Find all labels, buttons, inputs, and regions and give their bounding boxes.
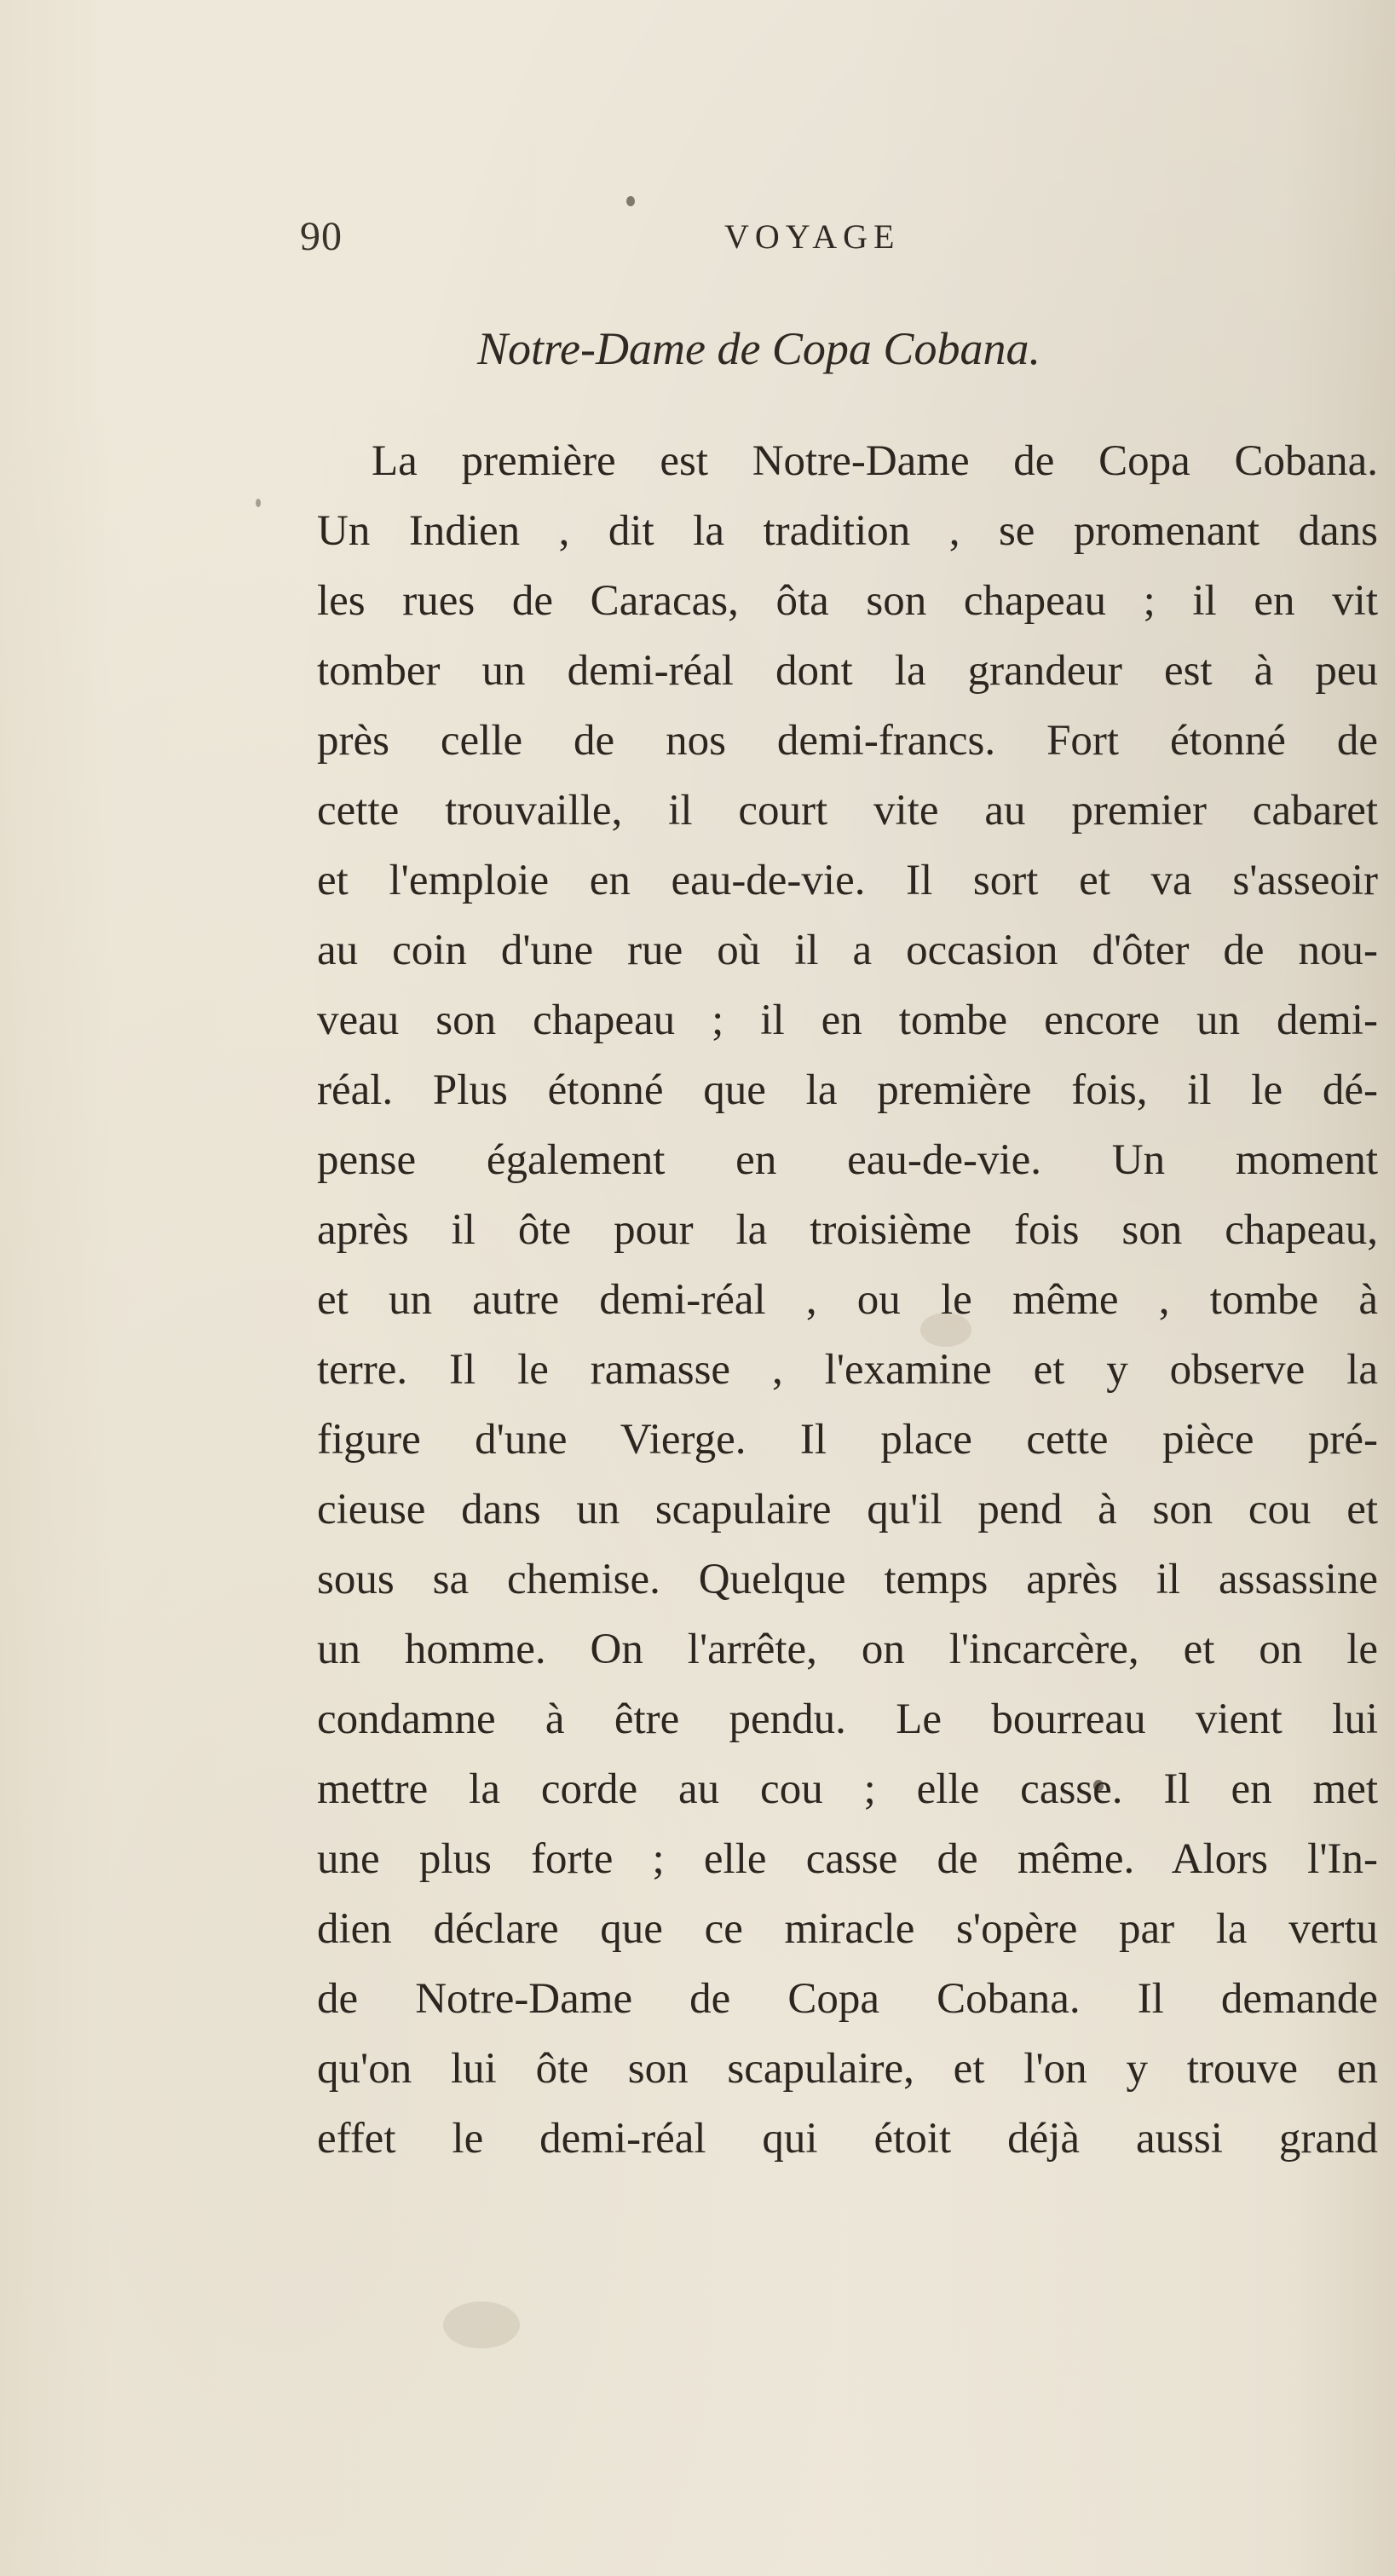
text-line: mettre la corde au cou ; elle casse. Il en met [317,1765,1378,1813]
paper-stain [626,196,635,206]
text-line: cette trouvaille, il court vite au premier cabaret [317,787,1378,835]
running-title: VOYAGE [724,217,901,256]
text-line: dien déclare que ce miracle s'opère par la vertu [317,1905,1378,1953]
text-line: sous sa chemise. Quelque temps après il assassine [317,1556,1378,1603]
text-line: après il ôte pour la troisième fois son chapeau, [317,1206,1378,1254]
text-line: tomber un demi-réal dont la grandeur est à peu [317,647,1378,695]
text-line: réal. Plus étonné que la première fois, il le dé- [317,1066,1378,1114]
text-line: qu'on lui ôte son scapulaire, et l'on y trouve en [317,2045,1378,2093]
text-line: condamne à être pendu. Le bourreau vient lui [317,1695,1378,1743]
text-line: au coin d'une rue où il a occasion d'ôter de nou- [317,927,1378,974]
text-line: La première est Notre-Dame de Copa Cobana. [372,437,1378,485]
text-line: près celle de nos demi-francs. Fort étonné de [317,717,1378,765]
text-line: une plus forte ; elle casse de même. Alors l'In- [317,1835,1378,1883]
text-line: veau son chapeau ; il en tombe encore un demi- [317,996,1378,1044]
body-paragraph [317,426,1378,2174]
paper-stain [256,499,261,507]
text-line: pense également en eau-de-vie. Un moment [317,1136,1378,1184]
text-line: et un autre demi-réal , ou le même , tombe à [317,1276,1378,1324]
text-line: terre. Il le ramasse , l'examine et y observe la [317,1346,1378,1394]
text-line: Un Indien , dit la tradition , se promenant dans [317,507,1378,555]
section-heading: Notre-Dame de Copa Cobana. [477,323,1040,374]
paper-stain [443,2302,520,2348]
text-line: figure d'une Vierge. Il place cette pièce pré- [317,1416,1378,1464]
text-line: et l'emploie en eau-de-vie. Il sort et va s'asseoir [317,857,1378,904]
text-line: un homme. On l'arrête, on l'incarcère, et on le [317,1626,1378,1673]
text-line: de Notre-Dame de Copa Cobana. Il demande [317,1975,1378,2023]
text-line: effet le demi-réal qui étoit déjà aussi grand [317,2115,1378,2163]
text-line: les rues de Caracas, ôta son chapeau ; il en vit [317,577,1378,625]
page-number: 90 [300,214,343,259]
text-line: cieuse dans un scapulaire qu'il pend à son cou et [317,1486,1378,1533]
running-head [0,213,1395,273]
